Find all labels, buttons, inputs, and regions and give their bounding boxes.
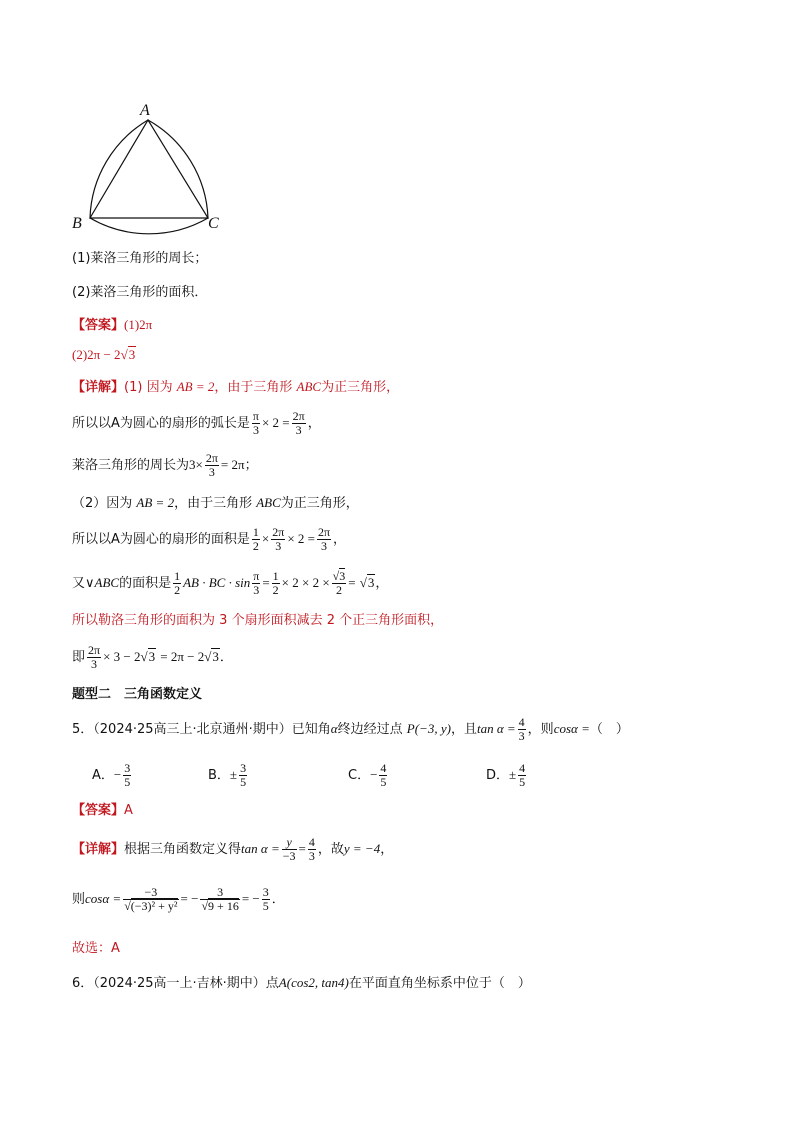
sqrt-expr: √3 [204, 649, 219, 664]
punctuation: ， [333, 532, 347, 547]
q4-answer-line [72, 314, 152, 336]
fraction: $\frac{3}{5}$ [240, 761, 247, 789]
q5-answer-line [72, 800, 133, 822]
answer-tag: 【答案】 [72, 803, 125, 818]
math-expr: α [330, 721, 338, 736]
question-text: （ ） [589, 722, 629, 737]
detail-text: 个正三角形面积， [339, 613, 444, 628]
math-expr: × 3 − 2 [103, 649, 141, 664]
q4-part1: (1)莱洛三角形的周长； [72, 251, 208, 266]
question-text: 终边经过点 [337, 722, 403, 737]
fraction: $\frac{1}{2}$ [174, 569, 181, 597]
detail-text: （2）因为 [72, 496, 133, 511]
answer-tag: 【答案】 [72, 318, 125, 333]
question-text: 5．（2024·25高三上·北京通州·期中）已知角 [72, 722, 331, 737]
math-expr: = [348, 575, 356, 590]
detail-tag: 【详解】 [72, 380, 125, 395]
detail-text: 个扇形面积减去 [231, 613, 323, 628]
math-expr: P(−3, y) [406, 721, 451, 736]
fraction: $\frac{4}{3}$ [518, 715, 525, 743]
detail-number: 2 [326, 613, 336, 628]
option-label: D． [486, 768, 510, 783]
fraction: $\frac{1}{2}$ [272, 569, 279, 597]
section-title: 题型二 三角函数定义 [72, 687, 203, 702]
punctuation: ， [307, 416, 321, 431]
q4-answer2-prefix: (2)2π − 2 [72, 347, 121, 362]
detail-text: 所以以A为圆心的扇形的弧长是 [72, 416, 250, 431]
math-expr: cosα = [553, 721, 590, 736]
math-expr: = 2π − 2 [160, 649, 205, 664]
q5-option-b[interactable] [208, 758, 249, 792]
math-expr: 3× [189, 457, 203, 472]
fraction: $\frac{4}{5}$ [519, 761, 526, 789]
q4-detail-line4 [72, 492, 359, 514]
math-expr: y = −4 [343, 841, 381, 856]
math-expr: ABC [256, 495, 281, 510]
option-sign: − [370, 767, 378, 782]
q4-part2: (2)莱洛三角形的面积． [72, 285, 208, 300]
detail-text: 所以勒洛三角形的面积为 [72, 613, 216, 628]
q4-detail-line2 [72, 406, 321, 440]
fraction: $\frac{2\pi}{3}$ [88, 643, 101, 671]
fraction: $\frac{4}{3}$ [308, 835, 315, 863]
math-expr: = − [241, 891, 260, 906]
vertex-label-b: B [72, 215, 82, 232]
math-expr: tan α = [241, 841, 280, 856]
q4-detail-line3 [72, 448, 258, 482]
inner-triangle [90, 120, 208, 218]
fraction: $\frac{2\pi}{3}$ [272, 525, 285, 553]
math-expr: × 2 × 2 × [281, 575, 330, 590]
fraction: $\frac{2\pi}{3}$ [292, 409, 305, 437]
punctuation: ， [375, 576, 389, 591]
detail-text: 即 [72, 650, 86, 665]
detail-text: 为正三角形， [321, 380, 400, 395]
punctuation: ． [219, 650, 233, 665]
q5-answer: A [124, 803, 133, 818]
punctuation: ． [271, 892, 285, 907]
math-expr: AB = 2 [176, 379, 215, 394]
detail-text: 所以以A为圆心的扇形的面积是 [72, 532, 250, 547]
fraction: $\frac{2\pi}{3}$ [317, 525, 331, 553]
q5-detail-line2 [72, 878, 285, 920]
q4-detail-line1 [72, 376, 399, 398]
fraction: $\frac{3}{√9 + 16}$ [201, 885, 239, 913]
fraction: $\frac{2\pi}{3}$ [205, 451, 218, 479]
math-expr: A(cos2, tan4) [278, 975, 349, 990]
detail-text: 为正三角形， [280, 496, 359, 511]
question-text: ，且 [450, 722, 477, 737]
question-text: 6．（2024·25高一上·吉林·期中）点 [72, 976, 279, 991]
reuleaux-triangle-figure [60, 98, 240, 238]
q5-detail-line1 [72, 832, 393, 866]
detail-text: (1) 因为 [124, 380, 173, 395]
math-expr: = 2π [220, 457, 245, 472]
option-label: C． [348, 768, 371, 783]
fraction: $\frac{\pi}{3}$ [252, 409, 259, 437]
math-expr: = [262, 575, 270, 590]
detail-text: ，故 [317, 842, 344, 857]
math-expr: tan α = [476, 721, 516, 736]
sqrt-expr: √3 [359, 575, 375, 590]
q4-answer2-line [72, 344, 136, 366]
fraction: $\frac{3}{5}$ [262, 885, 269, 913]
q6-stem [72, 972, 531, 994]
detail-text: ，由于三角形 [174, 496, 253, 511]
vertex-label-c: C [208, 215, 219, 232]
fraction: $\frac{4}{5}$ [380, 761, 387, 789]
detail-tag: 【详解】 [72, 842, 125, 857]
q5-option-d[interactable] [486, 758, 528, 792]
q4-detail-line7 [72, 610, 443, 632]
math-expr: AB · BC · sin [183, 575, 251, 590]
fraction: $\frac{-3}{\text{√(−3)² + y²}}$ [124, 885, 178, 913]
fraction: $\frac{1}{2}$ [252, 525, 259, 553]
q5-option-c[interactable] [348, 758, 389, 792]
detail-text: 则 [72, 892, 86, 907]
detail-text: 的面积是 [119, 576, 172, 591]
math-expr: × [261, 531, 270, 546]
math-expr: = − [180, 891, 199, 906]
q4-detail-line8 [72, 640, 233, 674]
option-sign: ± [509, 767, 517, 782]
reuleaux-outline [90, 120, 208, 234]
detail-text: 又∨ [72, 576, 95, 591]
punctuation: ； [244, 458, 258, 473]
math-expr: AB = 2 [136, 495, 175, 510]
question-text: ，则 [527, 722, 554, 737]
option-sign: − [113, 767, 122, 782]
q4-detail-line5 [72, 522, 346, 556]
detail-text: ，由于三角形 [214, 380, 293, 395]
math-expr: cosα = [85, 891, 122, 906]
fraction: $\frac{3}{5}$ [124, 761, 131, 789]
detail-number: 3 [219, 613, 228, 628]
fraction: $\frac{\pi}{3}$ [253, 569, 260, 597]
sqrt-expr: √3 [140, 649, 156, 664]
math-expr: × 2 = [261, 415, 290, 430]
q4-answer1: (1)2π [124, 317, 153, 332]
option-label: B． [208, 768, 230, 783]
math-expr: ABC [296, 379, 322, 394]
math-expr: × 2 = [287, 531, 315, 546]
question-text: 在平面直角坐标系中位于（ ） [348, 976, 531, 991]
detail-text: 莱洛三角形的周长为 [72, 458, 190, 473]
q5-choice: 故选：A [72, 941, 120, 956]
q5-option-a[interactable] [92, 758, 133, 792]
option-sign: ± [229, 767, 238, 782]
option-label: A． [92, 768, 114, 783]
q5-stem [72, 714, 629, 744]
punctuation: ， [380, 842, 394, 857]
math-expr: = [298, 841, 306, 856]
q4-answer2-sqrt: √3 [120, 347, 136, 362]
math-expr: ABC [94, 575, 120, 590]
q4-detail-line6 [72, 564, 388, 602]
detail-text: 根据三角函数定义得 [124, 842, 242, 857]
fraction: $\frac{√3}{2}$ [332, 569, 346, 597]
fraction: $\frac{y}{-3}$ [282, 835, 296, 863]
vertex-label-a: A [140, 102, 150, 119]
